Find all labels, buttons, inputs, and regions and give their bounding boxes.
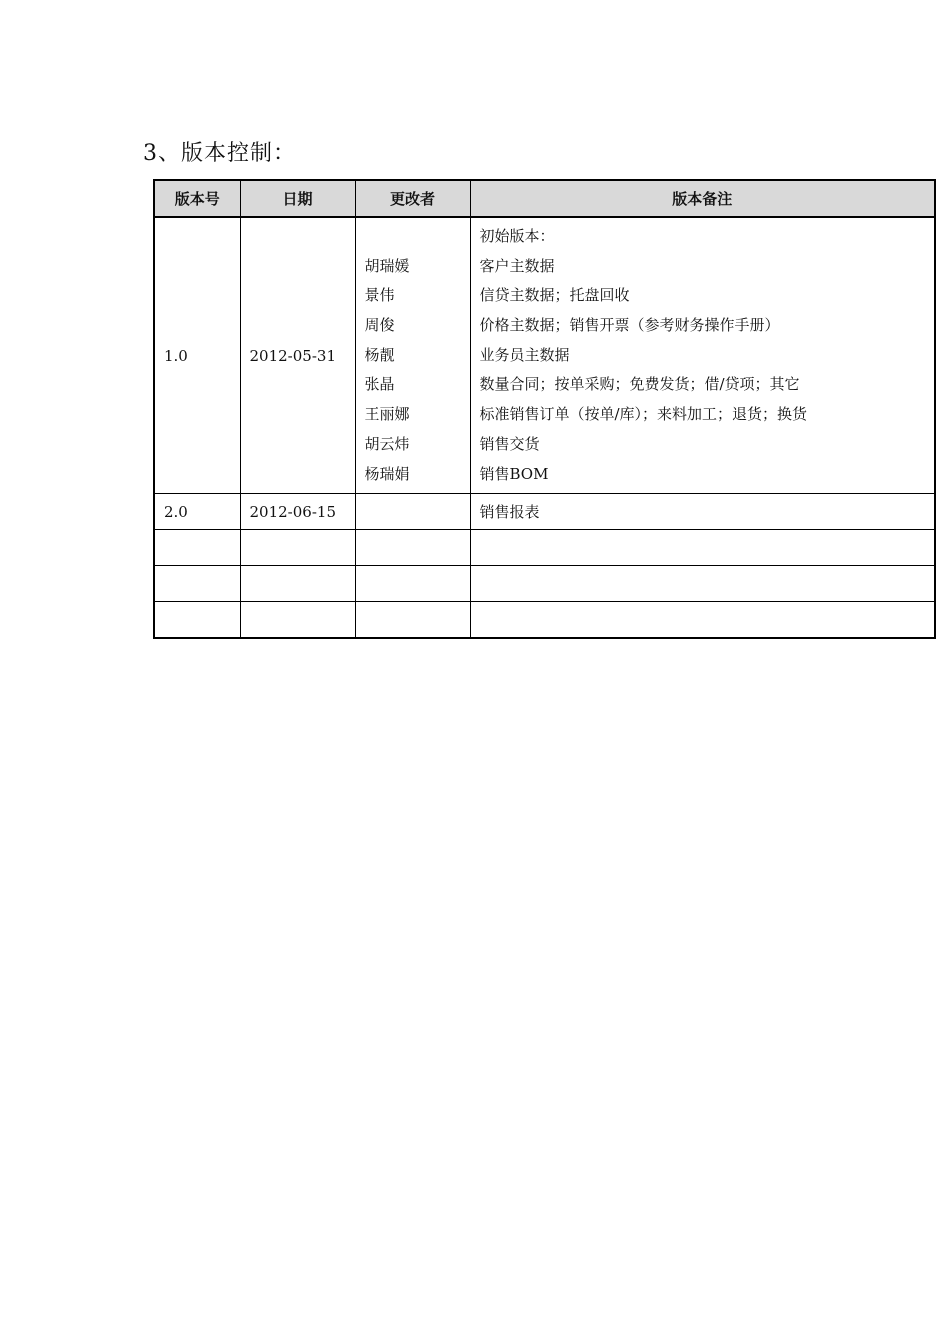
header-version: 版本号 [154, 180, 240, 217]
changer-cell [355, 602, 470, 639]
notes-cell [470, 602, 935, 639]
notes-cell [470, 530, 935, 566]
note-item: 数量合同；按单采购；免费发货；借/贷项；其它 [479, 375, 800, 394]
table-header-row [154, 180, 935, 217]
changer-item: 景伟 [364, 286, 395, 305]
header-notes: 版本备注 [470, 180, 935, 217]
header-date: 日期 [240, 180, 355, 217]
changer-cell [355, 217, 470, 494]
version-cell [154, 530, 240, 566]
note-item: 销售BOM [479, 464, 549, 483]
notes-list [480, 218, 935, 493]
changer-item: 王丽娜 [364, 405, 410, 424]
changer-item: 胡瑞媛 [364, 256, 410, 275]
changer-item: 杨瑞娟 [364, 464, 410, 483]
note-item: 信贷主数据；托盘回收 [479, 286, 630, 305]
version-cell [154, 602, 240, 639]
note-item: 业务员主数据 [479, 345, 570, 364]
changer-item: 周俊 [364, 316, 395, 335]
version-control-table [153, 179, 936, 639]
table-row [154, 602, 935, 639]
changer-cell [355, 566, 470, 602]
changer-item: 张晶 [364, 375, 395, 394]
table-row [154, 530, 935, 566]
date-cell [240, 602, 355, 639]
table-row [154, 494, 935, 530]
note-item: 初始版本： [479, 227, 555, 245]
changer-item: 杨靓 [364, 345, 395, 364]
note-item: 销售交货 [479, 434, 540, 453]
version-cell: 2.0 [154, 494, 240, 530]
note-item: 客户主数据 [479, 256, 555, 275]
version-cell: 1.0 [154, 217, 240, 494]
section-title: 3、版本控制： [143, 141, 296, 166]
notes-cell [470, 566, 935, 602]
changer-list [365, 218, 470, 493]
changer-item: 胡云炜 [364, 434, 410, 453]
date-cell [240, 530, 355, 566]
date-cell: 2012-06-15 [240, 494, 355, 530]
version-cell [154, 566, 240, 602]
note-item: 价格主数据；销售开票（参考财务操作手册） [479, 316, 780, 335]
note-item: 标准销售订单（按单/库）；来料加工；退货；换货 [479, 405, 808, 424]
notes-cell [470, 217, 935, 494]
changer-item [365, 222, 470, 252]
changer-cell [355, 494, 470, 530]
date-cell: 2012-05-31 [240, 217, 355, 494]
notes-cell: 销售报表 [470, 494, 935, 530]
date-cell [240, 566, 355, 602]
changer-cell [355, 530, 470, 566]
header-changer: 更改者 [355, 180, 470, 217]
table-row [154, 217, 935, 494]
table-row [154, 566, 935, 602]
